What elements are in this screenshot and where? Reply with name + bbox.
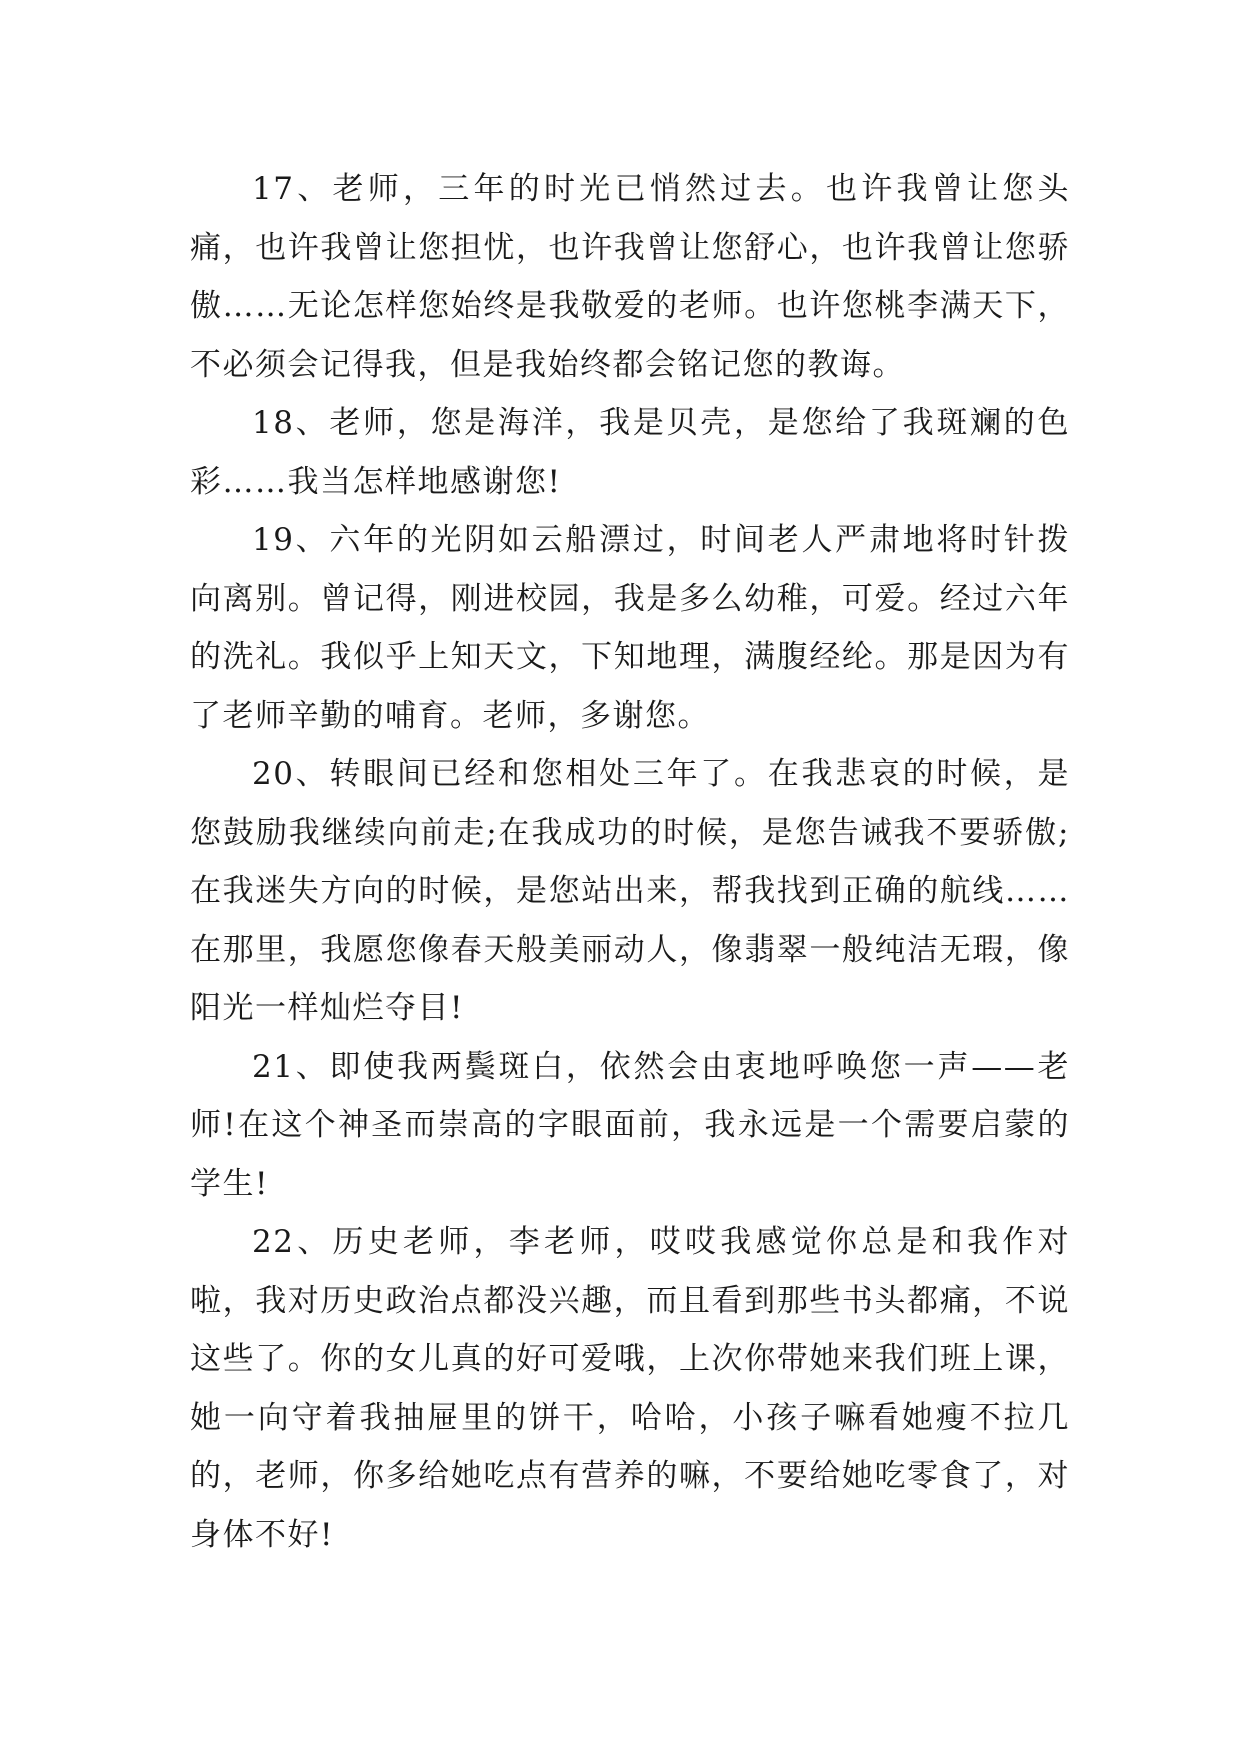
- paragraph-18: 18、老师，您是海洋，我是贝壳，是您给了我斑斓的色彩……我当怎样地感谢您!: [190, 405, 1070, 500]
- paragraph-20: 20、转眼间已经和您相处三年了。在我悲哀的时候，是您鼓励我继续向前走;在我成功的时候，是您告诫我不要骄傲;在我迷失方向的时候，是您站出来，帮我找到正确的航线……在那里，我愿您像春天般美丽动人，像翡翠一般纯洁无瑕，像阳光一样灿烂夺目!: [190, 756, 1070, 1026]
- paragraph-17: 17、老师，三年的时光已悄然过去。也许我曾让您头痛，也许我曾让您担忧，也许我曾让您舒心，也许我曾让您骄傲……无论怎样您始终是我敬爱的老师。也许您桃李满天下，不必须会记得我，但是我始终都会铭记您的教诲。: [190, 171, 1070, 383]
- paragraph-22: 22、历史老师，李老师，哎哎我感觉你总是和我作对啦，我对历史政治点都没兴趣，而且看到那些书头都痛，不说这些了。你的女儿真的好可爱哦，上次你带她来我们班上课，她一向守着我抽屉里的饼干，哈哈，小孩子嘛看她瘦不拉几的，老师，你多给她吃点有营养的嘛，不要给她吃零食了，对身体不好!: [190, 1224, 1070, 1553]
- document-body: [190, 160, 1070, 1564]
- paragraph-21: 21、即使我两鬓斑白，依然会由衷地呼唤您一声——老师!在这个神圣而崇高的字眼面前，我永远是一个需要启蒙的学生!: [190, 1048, 1070, 1202]
- paragraph-19: 19、六年的光阴如云船漂过，时间老人严肃地将时针拨向离别。曾记得，刚进校园，我是多么幼稚，可爱。经过六年的洗礼。我似乎上知天文，下知地理，满腹经纶。那是因为有了老师辛勤的哺育。老师，多谢您。: [190, 522, 1070, 734]
